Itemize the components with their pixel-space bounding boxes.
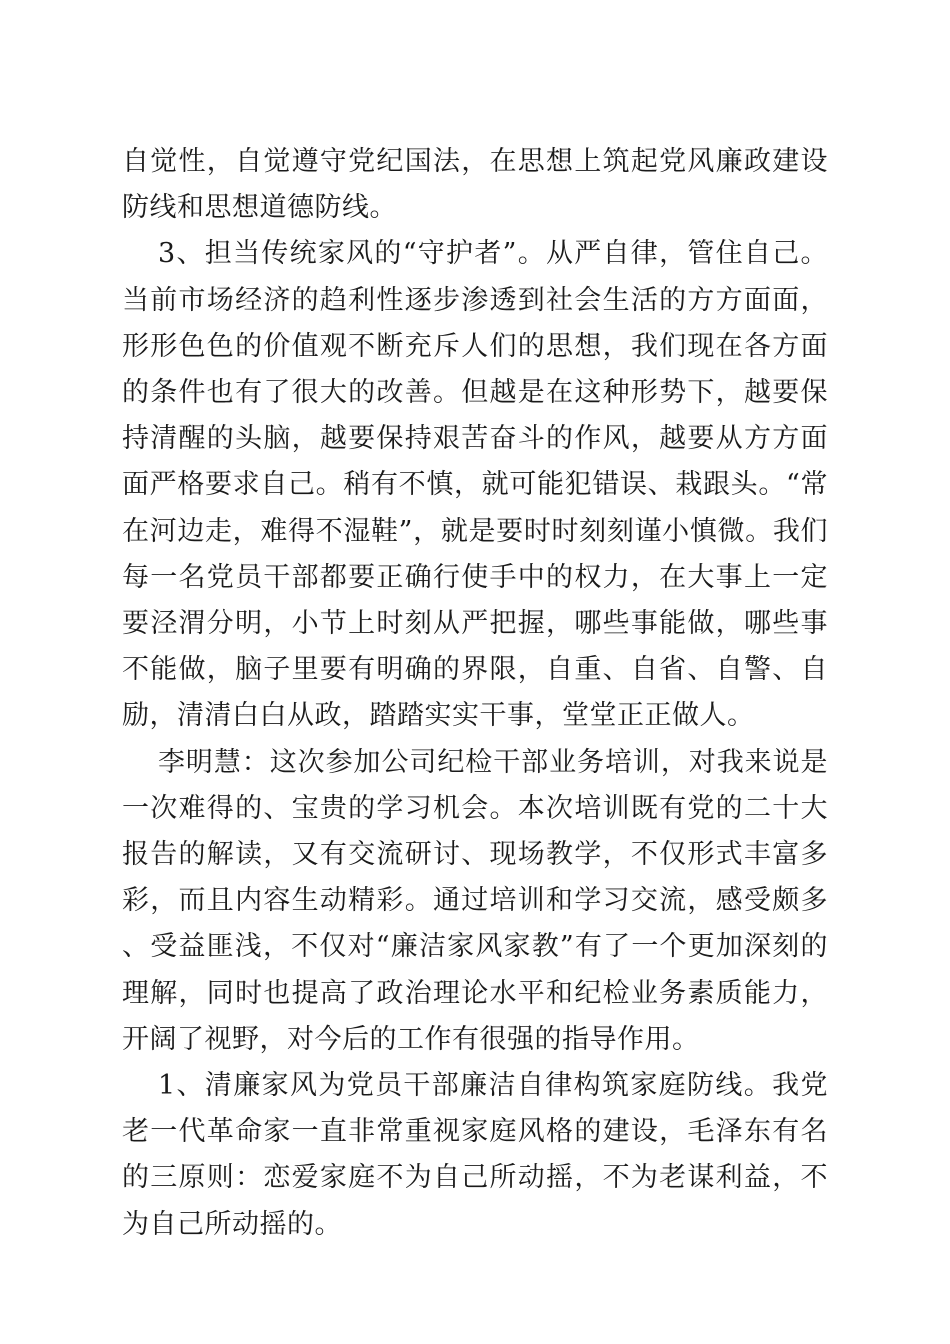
paragraph-li-minghui-statement: 李明慧：这次参加公司纪检干部业务培训，对我来说是一次难得的、宝贵的学习机会。本次培训既有党的二十大报告的解读，又有交流研讨、现场教学，不仅形式丰富多彩，而且内容生动精彩。通过培训和学习交流，感受颇多、受益匪浅，不仅对“廉洁家风家教”有了一个更加深刻的理解，同时也提高了政治理论水平和纪检业务素质能力，开阔了视野，对今后的工作有很强的指导作用。 [122,746,828,1055]
paragraph-continuation: 自觉性，自觉遵守党纪国法，在思想上筑起党风廉政建设防线和思想道德防线。 [122,146,828,224]
paragraph-clean-family-style: 1、清廉家风为党员干部廉洁自律构筑家庭防线。我党老一代革命家一直非常重视家庭风格的建设，毛泽东有名的三原则：恋爱家庭不为自己所动摇，不为老谋利益，不为自己所动摇的。 [122,1070,828,1240]
document-body [122,139,828,1248]
paragraph-guardian-family-style: 3、担当传统家风的“守护者”。从严自律，管住自己。当前市场经济的趋利性逐步渗透到社会生活的方方面面，形形色色的价值观不断充斥人们的思想，我们现在各方面的条件也有了很大的改善。但越是在这种形势下，越要保持清醒的头脑，越要保持艰苦奋斗的作风，越要从方方面面严格要求自己。稍有不慎，就可能犯错误、栽跟头。“常在河边走，难得不湿鞋”，就是要时时刻刻谨小慎微。我们每一名党员干部都要正确行使手中的权力，在大事上一定要泾渭分明，小节上时刻从严把握，哪些事能做，哪些事不能做，脑子里要有明确的界限，自重、自省、自警、自励，清清白白从政，踏踏实实干事，堂堂正正做人。 [122,238,828,732]
